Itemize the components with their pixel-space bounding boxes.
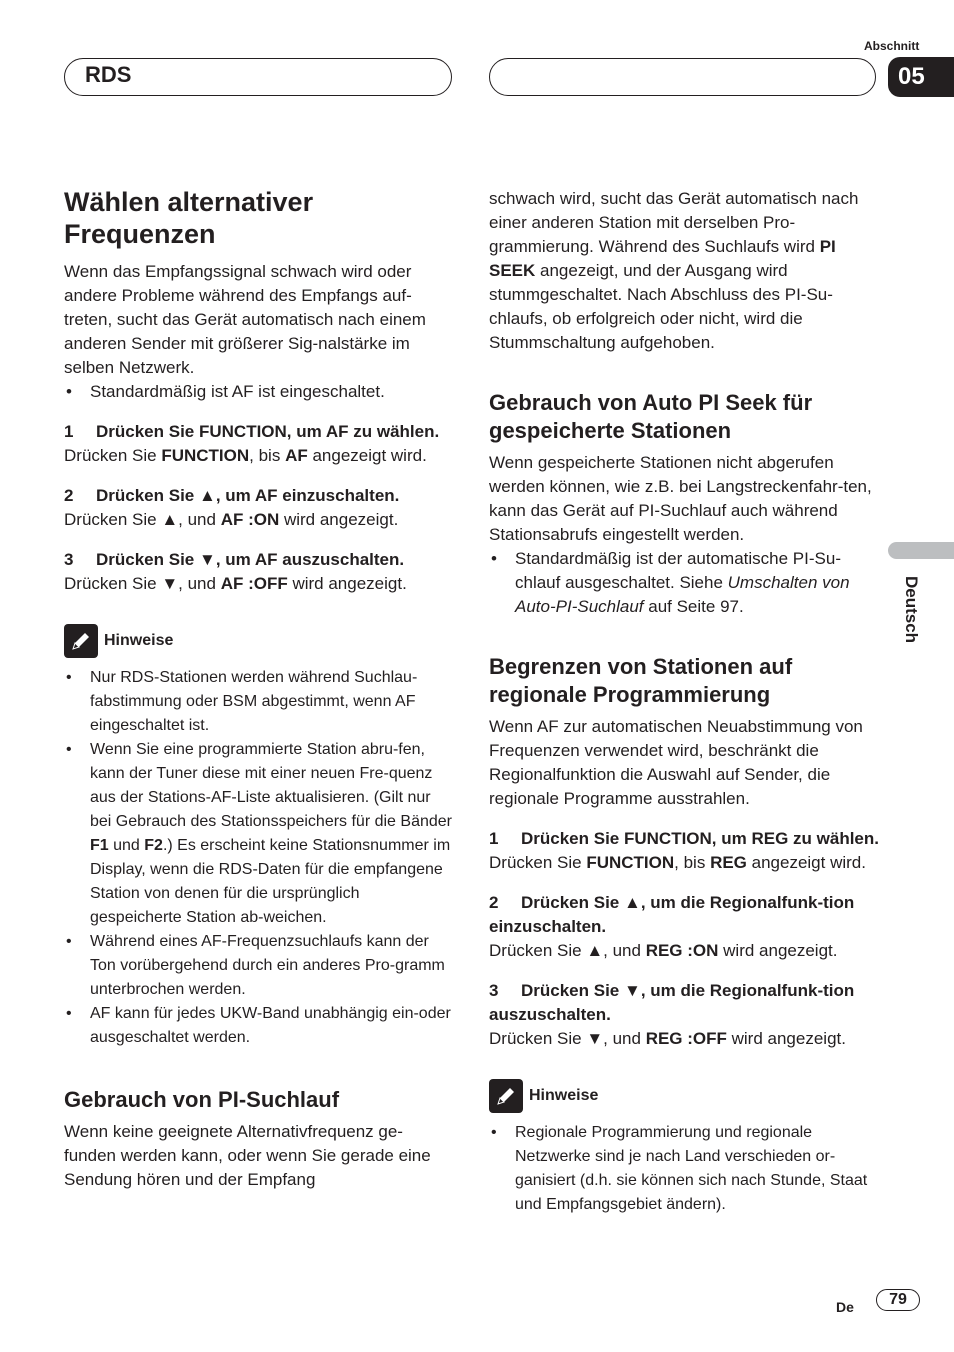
section-label: Abschnitt	[864, 39, 920, 53]
notes-list	[489, 1121, 879, 1217]
list-item: • AF kann für jedes UKW-Band unabhängig ein-oder ausgeschaltet werden.	[64, 1002, 454, 1050]
reg-step-2-title: 2 Drücken Sie ▲, um die Regionalfunk-tion einzuschalten.	[489, 893, 855, 936]
pi-paragraph-continued: schwach wird, sucht das Gerät automatisch nach einer anderen Station mit derselben Pro-grammierung. Während des Suchlaufs wird PI SEEK angezeigt, und der Ausgang wird stummgeschaltet. Nach Abschluss des PI-Su-chlaufs, ob erfolgreich oder nicht, wird die Stummschaltung aufgehoben.	[489, 189, 859, 352]
list-item: • Während eines AF-Frequenzsuchlaufs kann der Ton vorübergehend durch ein anderes Pro-gramm unterbrochen werden.	[64, 930, 454, 1002]
list-item: • Standardmäßig ist der automatische PI-Su-chlauf ausgeschaltet. Siehe Umschalten von Auto-PI-Suchlauf auf Seite 97.	[489, 547, 879, 619]
side-tab-marker	[888, 542, 954, 559]
side-language-label: Deutsch	[902, 576, 921, 644]
page-number: 79	[876, 1289, 920, 1311]
pencil-note-icon	[64, 624, 98, 658]
cross-reference-link: Umschalten von Auto-PI-Suchlauf	[515, 573, 850, 616]
step-2-title: 2 Drücken Sie ▲, um AF einzuschalten.	[64, 486, 400, 505]
list-item: • Nur RDS-Stationen werden während Suchlau-fabstimmung oder BSM abgestimmt, wenn AF eingeschaltet ist.	[64, 666, 454, 738]
pi-heading: Gebrauch von PI-Suchlauf	[64, 1087, 340, 1112]
footer-language-code: De	[836, 1299, 854, 1315]
notes-title: Hinweise	[104, 632, 174, 649]
header-empty-bar	[489, 58, 876, 96]
regional-paragraph: Wenn AF zur automatischen Neuabstimmung von Frequenzen verwendet wird, beschränkt die Regionalfunktion die Auswahl auf Sender, die regionale Programme ausstrahlen.	[489, 717, 863, 808]
reg-step-1-body: Drücken Sie FUNCTION, bis REG angezeigt wird.	[489, 853, 866, 872]
right-column	[489, 187, 879, 1217]
notes-list	[64, 666, 454, 1050]
list-item: • Standardmäßig ist AF ist eingeschaltet.	[64, 380, 454, 404]
step-3-body: Drücken Sie ▼, und AF :OFF wird angezeigt.	[64, 574, 407, 593]
section-title: RDS	[85, 62, 132, 87]
section-title-bar	[64, 58, 452, 96]
auto-pi-paragraph: Wenn gespeicherte Stationen nicht abgerufen werden können, wie z.B. bei Langstreckenfahr-ten, kann das Gerät auf PI-Suchlauf auch während Stationsabrufs eingestellt werden.	[489, 453, 872, 544]
notes-header	[64, 624, 454, 658]
list-item: • Regionale Programmierung und regionale Netzwerke sind je nach Land verschieden or-ganisiert (d.h. sie können sich nach Stunde, Staat und Empfangsgebiet ändern).	[489, 1121, 879, 1217]
reg-step-3-title: 3 Drücken Sie ▼, um die Regionalfunk-tion auszuschalten.	[489, 981, 855, 1024]
pencil-note-icon	[489, 1079, 523, 1113]
main-heading: Wählen alternativer Frequenzen	[64, 187, 314, 249]
default-bullet-list	[64, 380, 454, 404]
step-2-body: Drücken Sie ▲, und AF :ON wird angezeigt.	[64, 510, 399, 529]
auto-pi-heading: Gebrauch von Auto PI Seek für gespeicherte Stationen	[489, 390, 813, 443]
list-item: • Wenn Sie eine programmierte Station abru-fen, kann der Tuner diese mit einer neuen Fre-quenz aus der Stations-AF-Liste aktualisieren. (Gilt nur bei Gebrauch des Stationsspeichers für die Bänder F1 und F2.) Es erscheint keine Stationsnummer im Display, wenn die RDS-Daten für die empfangene Station von denen für die ursprünglich gespeicherte Station ab-weichen.	[64, 738, 454, 930]
section-number: 05	[888, 57, 954, 97]
pi-paragraph: Wenn keine geeignete Alternativfrequenz ge-funden werden kann, oder wenn Sie gerade eine Sendung hören und der Empfang	[64, 1122, 431, 1189]
step-3-title: 3 Drücken Sie ▼, um AF auszuschalten.	[64, 550, 405, 569]
step-1-body: Drücken Sie FUNCTION, bis AF angezeigt wird.	[64, 446, 427, 465]
intro-paragraph: Wenn das Empfangssignal schwach wird oder andere Probleme während des Empfangs auf-treten, sucht das Gerät automatisch nach einem anderen Sender mit größerer Sig-nalstärke im selben Netzwerk.	[64, 262, 426, 377]
left-column	[64, 186, 454, 1192]
reg-step-1-title: 1 Drücken Sie FUNCTION, um REG zu wählen.	[489, 829, 879, 848]
notes-header	[489, 1079, 879, 1113]
auto-pi-bullet-list	[489, 547, 879, 619]
regional-heading: Begrenzen von Stationen auf regionale Programmierung	[489, 654, 793, 707]
notes-title: Hinweise	[529, 1087, 599, 1104]
reg-step-2-body: Drücken Sie ▲, und REG :ON wird angezeigt.	[489, 941, 838, 960]
step-1-title: 1 Drücken Sie FUNCTION, um AF zu wählen.	[64, 422, 440, 441]
reg-step-3-body: Drücken Sie ▼, und REG :OFF wird angezeigt.	[489, 1029, 846, 1048]
